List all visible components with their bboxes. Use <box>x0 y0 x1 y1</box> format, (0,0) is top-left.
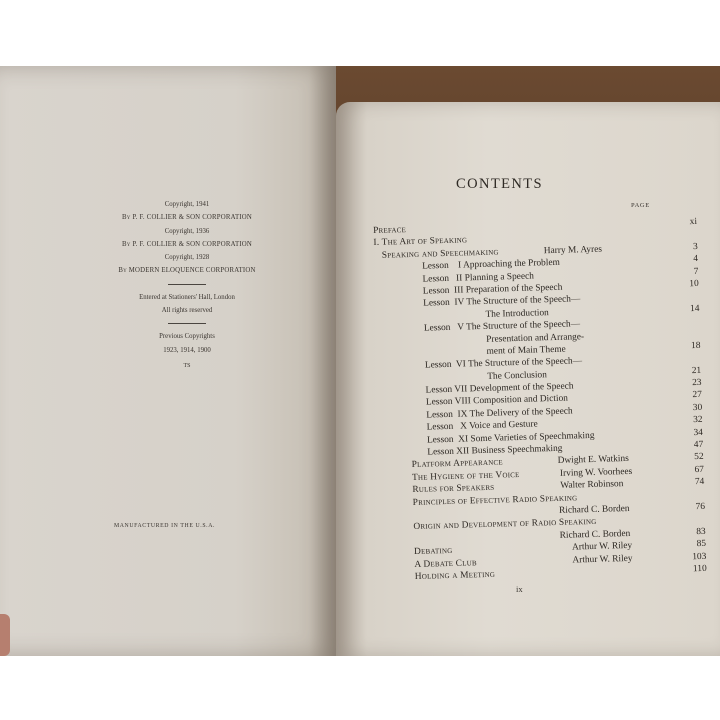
toc-entry-title: ment of Main Theme <box>486 344 566 357</box>
previous-copyright-line: 1923, 1914, 1900 <box>163 346 211 354</box>
toc-entry-title: A Debate Club <box>414 557 477 570</box>
toc-entry-page: 67 <box>694 464 705 475</box>
toc-entry-title: The Introduction <box>485 307 549 320</box>
divider <box>168 323 206 324</box>
toc-entry-title: Lesson IX The Delivery of the Speech <box>426 406 573 421</box>
toc-entry-title: Speaking and Speechmaking <box>381 247 499 261</box>
toc-entry-page: 103 <box>692 551 707 562</box>
toc-entry-title: The Conclusion <box>487 369 548 382</box>
copyright-line: By P. F. COLLIER & SON CORPORATION <box>122 240 252 248</box>
printer-mark: TS <box>183 362 191 369</box>
toc-entry-page: 3 <box>692 241 698 252</box>
toc-entry-author: Harry M. Ayres <box>543 244 603 257</box>
toc-entry-page: 30 <box>692 402 703 413</box>
toc-entry-page: 32 <box>693 415 703 426</box>
toc-entry-title: Holding a Meeting <box>414 569 496 582</box>
toc-entry-page: 83 <box>696 526 706 537</box>
copyright-line: By MODERN ELOQUENCE CORPORATION <box>118 267 256 275</box>
toc-entry-page: 7 <box>693 266 699 277</box>
toc-entry-title: Platform Appearance <box>411 457 503 471</box>
toc-entry-page: 23 <box>691 377 702 389</box>
divider <box>168 284 206 285</box>
toc-entry-title: Lesson X Voice and Gesture <box>426 419 538 433</box>
registration-line: Entered at Stationers' Hall, London <box>139 293 235 301</box>
manufactured-note: MANUFACTURED IN THE U.S.A. <box>114 523 216 529</box>
toc-entry-title: Lesson I Approaching the Problem <box>422 257 560 272</box>
toc-entry-title: Preface <box>373 225 407 236</box>
toc-entry-page: 85 <box>696 538 707 550</box>
toc-entry-page: 27 <box>692 390 702 401</box>
thumb <box>0 614 10 656</box>
toc-entry-page: 34 <box>693 427 704 438</box>
toc-entry-author: Arthur W. Riley <box>572 553 633 566</box>
toc-entry-title: Lesson IV The Structure of the Speech— <box>423 294 581 309</box>
copyright-line: By P. F. COLLIER & SON CORPORATION <box>122 214 252 222</box>
toc-entry-title: Lesson V The Structure of the Speech— <box>423 319 581 334</box>
table-of-contents <box>373 217 713 585</box>
toc-entry-author: Richard C. Borden <box>559 528 631 541</box>
toc-entry-author: Dwight E. Watkins <box>557 454 629 467</box>
toc-entry-title: The Hygiene of the Voice <box>411 469 520 483</box>
toc-entry-author: Richard C. Borden <box>558 503 630 516</box>
toc-entry-title: Presentation and Arrange- <box>486 331 585 345</box>
toc-entry-page: 14 <box>689 303 700 314</box>
page-column-header: PAGE <box>631 202 650 209</box>
toc-entry-title: Lesson XI Some Varieties of Speechmaking <box>426 430 595 446</box>
registration-line: All rights reserved <box>161 307 213 315</box>
previous-copyright-line: Previous Copyrights <box>159 333 215 341</box>
copyright-block <box>108 198 266 373</box>
toc-entry-title: I. The Art of Speaking <box>373 235 468 249</box>
toc-entry-author: Irving W. Voorhees <box>559 466 633 479</box>
copyright-line: Copyright, 1941 <box>164 201 210 208</box>
toc-entry-title: Lesson VIII Composition and Diction <box>425 394 569 409</box>
toc-entry-page: 76 <box>695 501 706 513</box>
toc-entry-page: xi <box>689 216 698 228</box>
contents-title: CONTENTS <box>456 176 543 192</box>
toc-entry-title: Principles of Effective Radio Speaking <box>412 492 578 508</box>
toc-entry-title: Lesson III Preparation of the Speech <box>422 282 563 297</box>
toc-entry-page: 110 <box>692 563 707 575</box>
copyright-line: Copyright, 1936 <box>164 227 210 235</box>
toc-entry-title: Rules for Speakers <box>412 482 495 496</box>
toc-entry-page: 47 <box>693 439 704 451</box>
toc-entry-page: 18 <box>690 340 701 352</box>
toc-entry-page: 4 <box>693 254 699 265</box>
page-folio: ix <box>516 584 523 594</box>
toc-entry-title: Lesson VII Development of the Speech <box>425 381 574 396</box>
toc-entry-title: Lesson II Planning a Speech <box>422 271 535 285</box>
toc-entry-author: Arthur W. Riley <box>571 541 633 553</box>
toc-entry-page: 52 <box>694 452 704 463</box>
toc-entry-page: 10 <box>689 278 699 290</box>
toc-entry-page: 74 <box>694 477 705 488</box>
toc-entry-page: 21 <box>691 365 702 376</box>
toc-entry-title: Debating <box>413 546 453 558</box>
copyright-line: Copyright, 1928 <box>164 254 210 262</box>
toc-entry-title: Lesson XII Business Speechmaking <box>427 443 563 458</box>
toc-entry-title: Origin and Development of Radio Speaking <box>413 517 597 533</box>
toc-entry-title: Lesson VI The Structure of the Speech— <box>424 356 583 371</box>
toc-entry-author: Walter Robinson <box>560 479 624 492</box>
